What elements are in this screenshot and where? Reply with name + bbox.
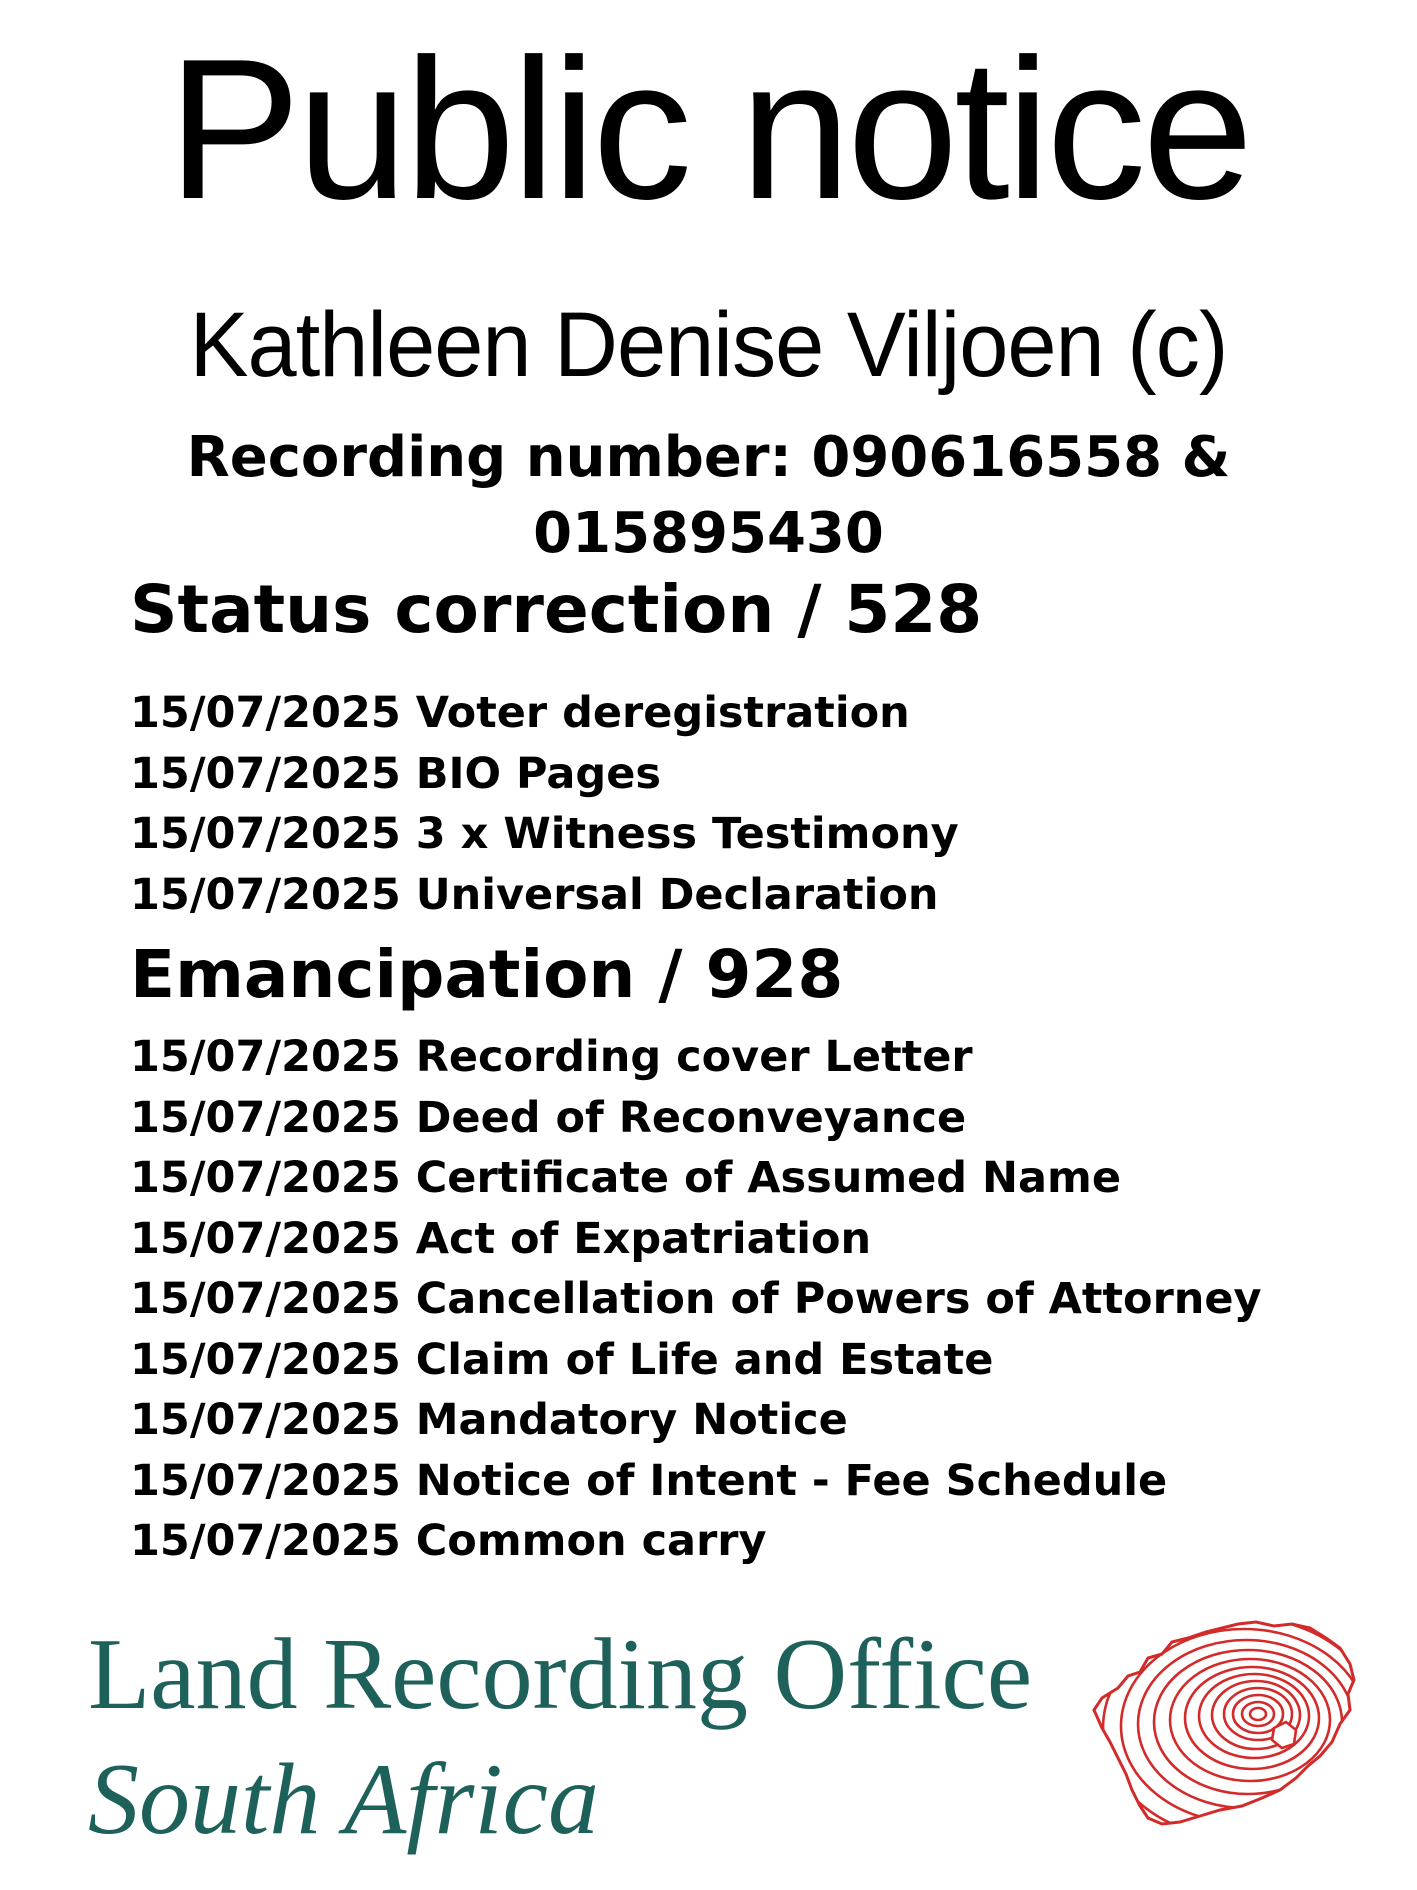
status-correction-heading: Status correction / 528: [130, 571, 983, 648]
office-name: Land Recording Office: [88, 1618, 1033, 1731]
list-item: 15/07/2025 Common carry: [130, 1516, 767, 1566]
office-country: South Africa: [88, 1743, 599, 1856]
person-name: Kathleen Denise Viljoen (c): [189, 294, 1228, 396]
recording-number: [0, 420, 1417, 572]
emancipation-list: [130, 1027, 1262, 1572]
list-item: 15/07/2025 Deed of Reconveyance: [130, 1092, 967, 1143]
list-item: 15/07/2025 BIO Pages: [130, 748, 661, 799]
list-item: 15/07/2025 Notice of Intent - Fee Schedule: [130, 1455, 1168, 1506]
list-item: 15/07/2025 Voter deregistration: [130, 688, 910, 738]
list-item: 15/07/2025 3 x Witness Testimony: [130, 809, 959, 859]
recording-number-line-1: Recording number: 090616558 &: [186, 425, 1231, 490]
emancipation-heading: Emancipation / 928: [130, 936, 844, 1013]
list-item: 15/07/2025 Claim of Life and Estate: [130, 1334, 994, 1385]
recording-number-line-2: 015895430: [533, 501, 884, 566]
south-africa-map-fingerprint-icon: [1088, 1618, 1360, 1830]
list-item: 15/07/2025 Universal Declaration: [130, 869, 939, 920]
list-item: 15/07/2025 Act of Expatriation: [130, 1213, 872, 1264]
list-item: 15/07/2025 Certificate of Assumed Name: [130, 1153, 1122, 1203]
status-correction-list: [130, 683, 959, 925]
list-item: 15/07/2025 Mandatory Notice: [130, 1395, 848, 1445]
list-item: 15/07/2025 Cancellation of Powers of Attorney: [130, 1274, 1262, 1324]
page-title: Public notice: [167, 18, 1250, 241]
list-item: 15/07/2025 Recording cover Letter: [130, 1032, 973, 1082]
